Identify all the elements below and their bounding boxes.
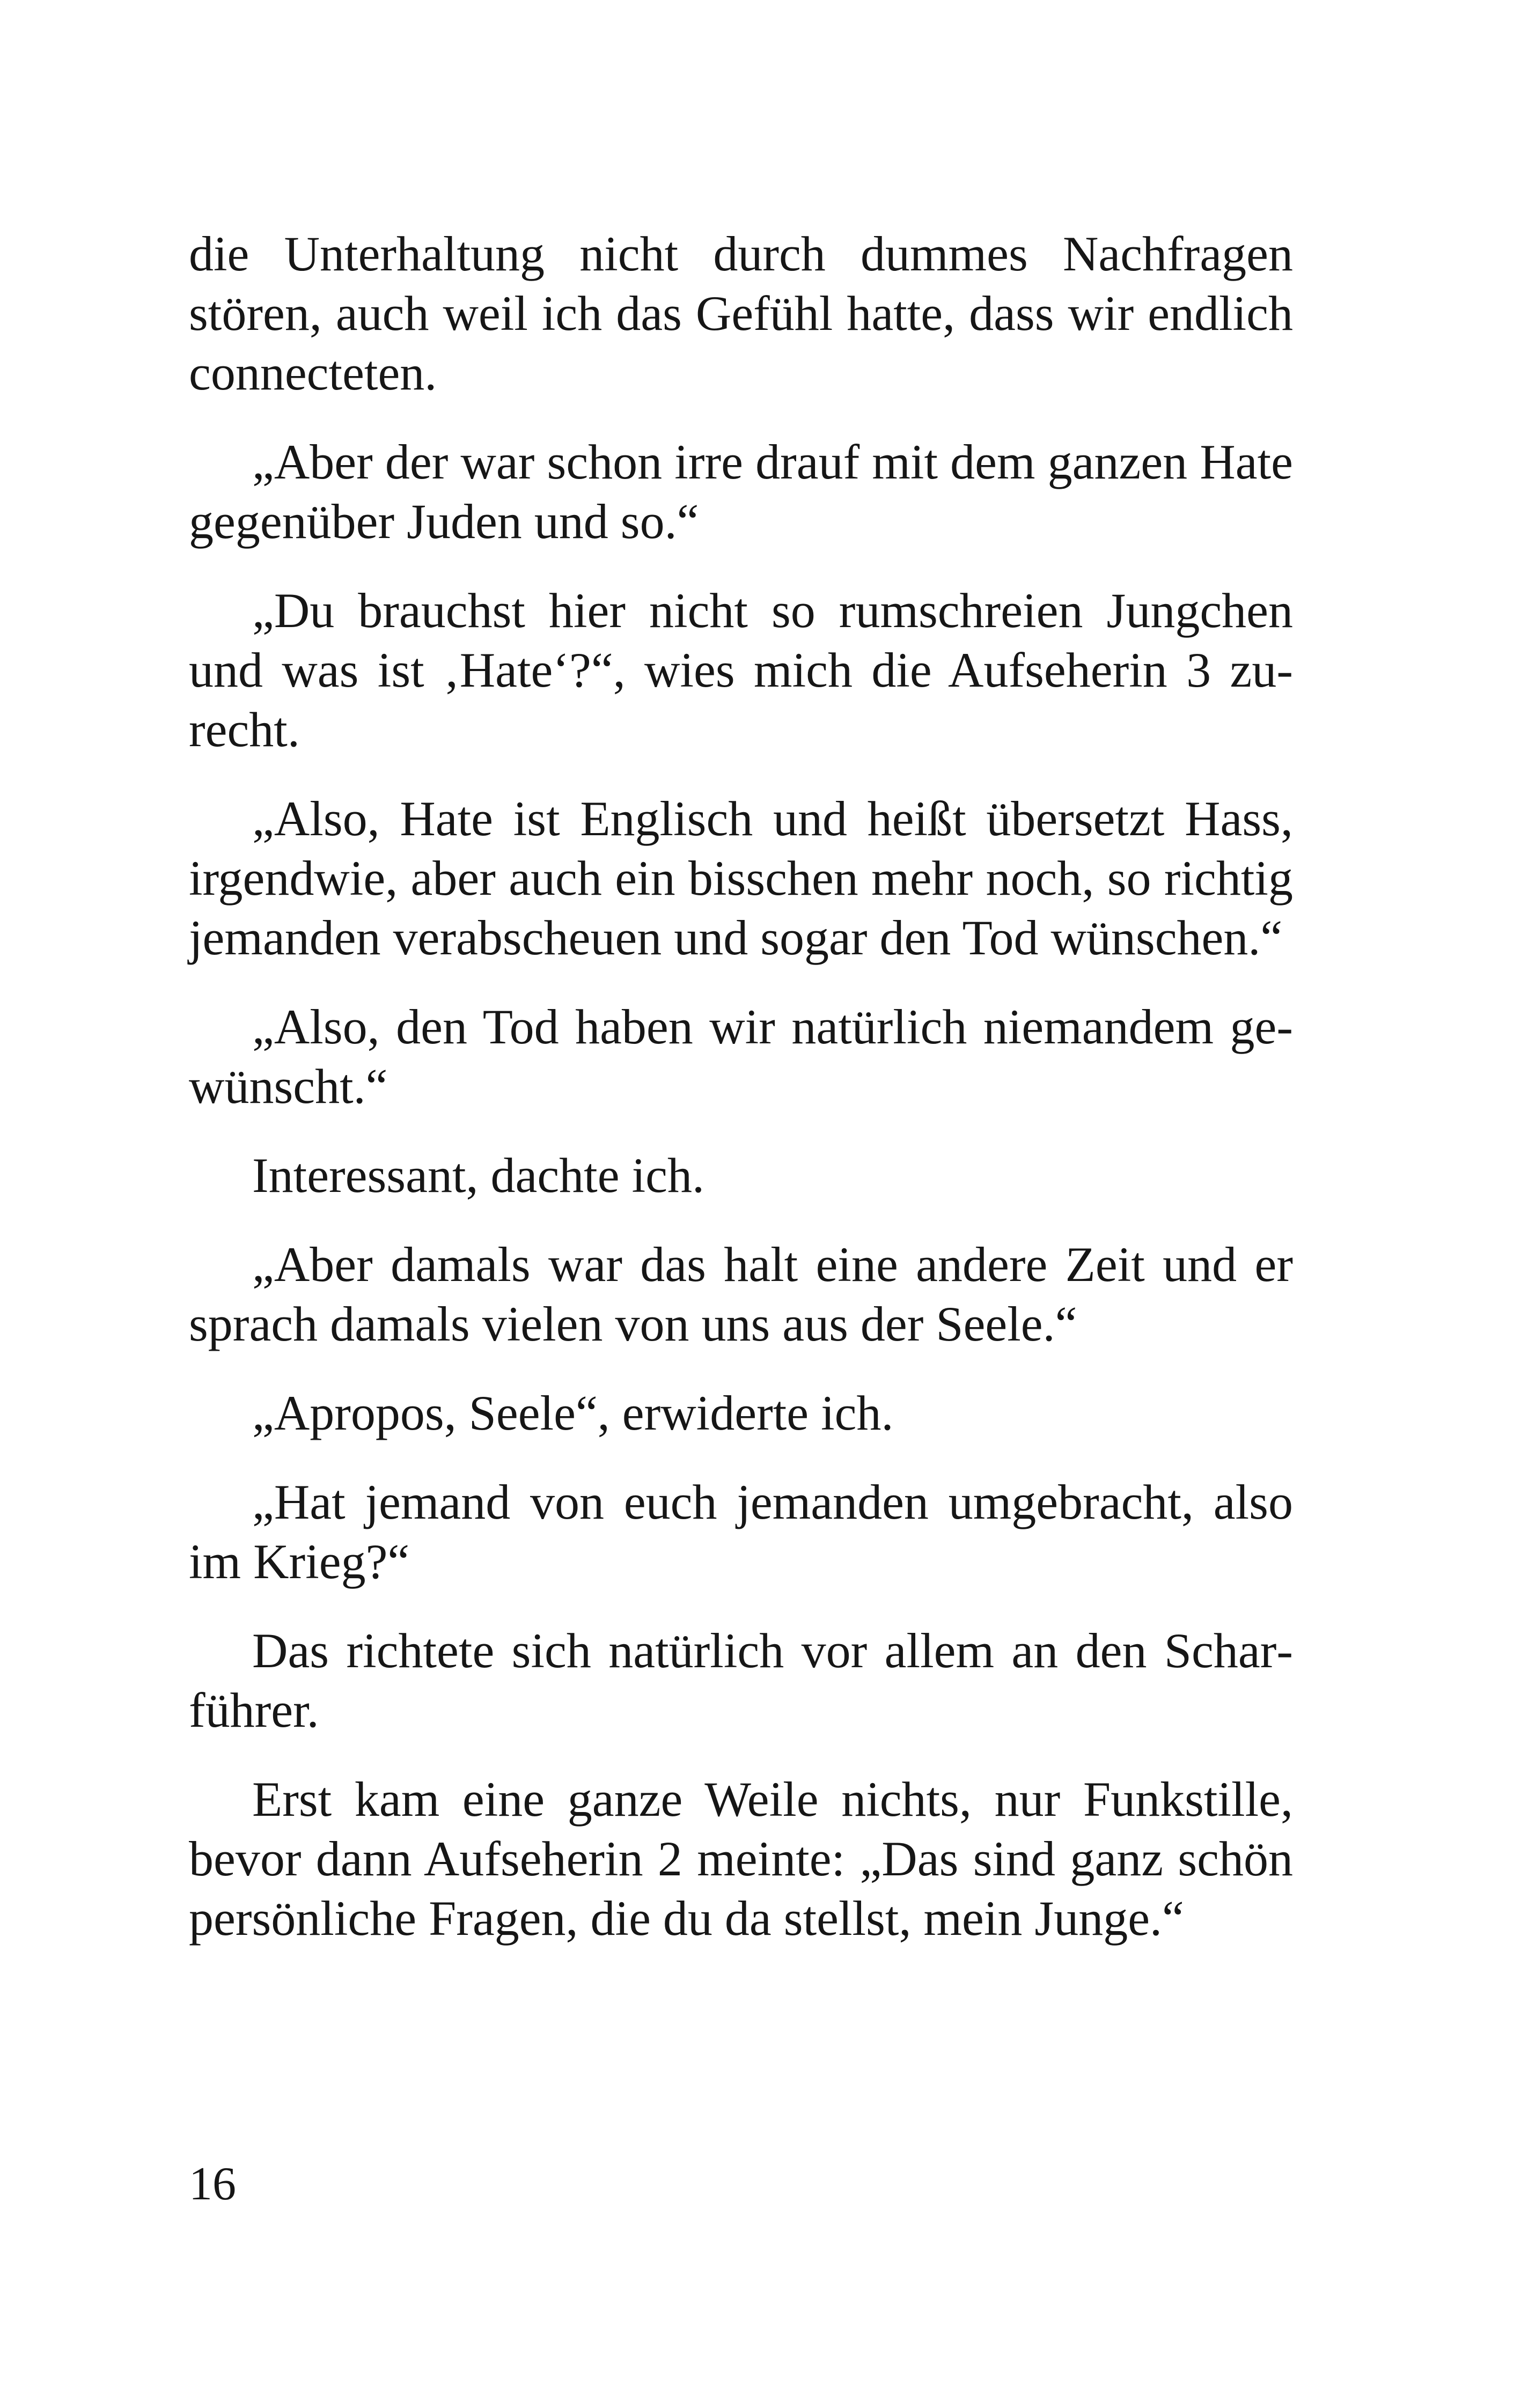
paragraph: Erst kam eine ganze Weile nichts, nur Funkstille, bevor dann Aufseherin 2 meinte: „Das sind ganz schön persönliche Fragen, die du da stellst, mein Junge.“	[189, 1772, 1293, 1946]
paragraph: „Du brauchst hier nicht so rumschreien Jungchen und was ist ‚Hate‘?“, wies mich die Aufseherin 3 zurecht.	[189, 583, 1293, 757]
paragraph: „Also, den Tod haben wir natürlich niemandem gewünscht.“	[189, 999, 1293, 1114]
paragraph: „Apropos, Seele“, erwiderte ich.	[252, 1386, 894, 1440]
paragraph: „Hat jemand von euch jemanden umgebracht, also im Krieg?“	[189, 1475, 1293, 1589]
body-text	[189, 224, 1293, 1978]
paragraph: „Aber der war schon irre drauf mit dem ganzen Hate gegenüber Juden und so.“	[189, 435, 1293, 549]
paragraph: „Aber damals war das halt eine andere Zeit und er sprach damals vielen von uns aus der Seele.“	[189, 1237, 1293, 1351]
paragraph: Das richtete sich natürlich vor allem an den Scharführer.	[189, 1623, 1293, 1737]
paragraph: Interessant, dachte ich.	[252, 1148, 704, 1203]
paragraph: die Unterhaltung nicht durch dummes Nachfragen stören, auch weil ich das Gefühl hatte, dass wir endlich connecteten.	[189, 226, 1293, 400]
page-number: 16	[189, 2158, 236, 2210]
paragraph: „Also, Hate ist Englisch und heißt übersetzt Hass, irgendwie, aber auch ein bisschen mehr noch, so richtig jemanden verabscheuen und sogar den Tod wünschen.“	[189, 791, 1293, 965]
